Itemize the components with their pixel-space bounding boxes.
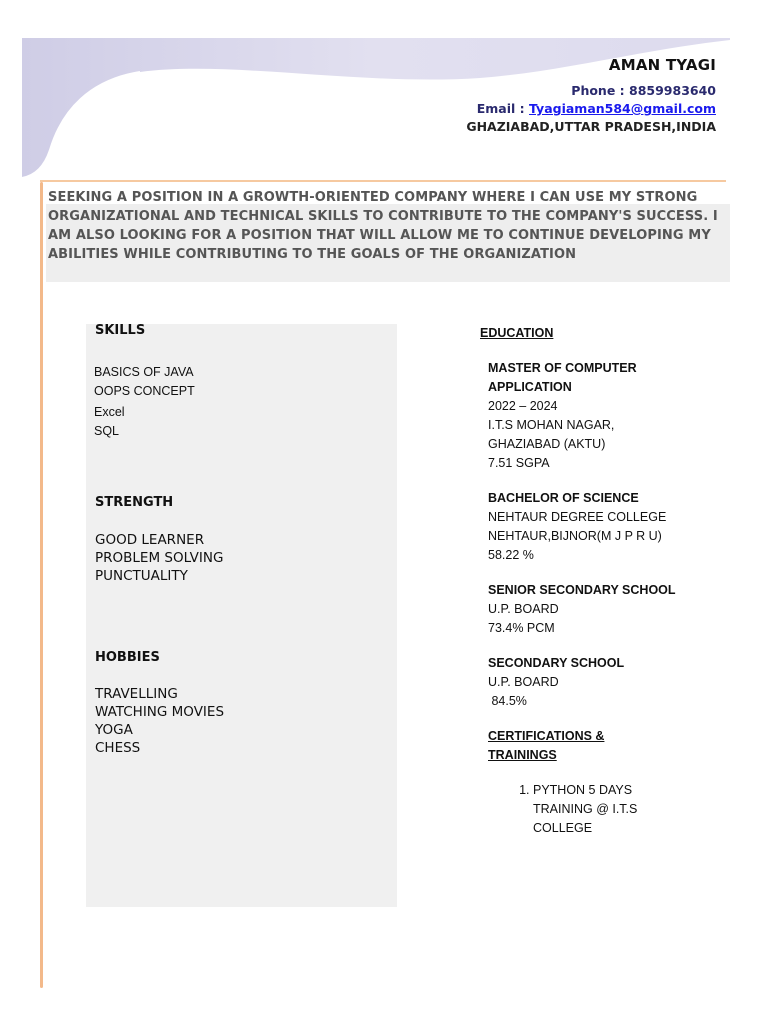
hobby-item: CHESS xyxy=(95,740,141,756)
candidate-name: AMAN TYAGI xyxy=(608,56,716,74)
score: 84.5% xyxy=(488,694,527,708)
institution: I.T.S MOHAN NAGAR, xyxy=(488,418,615,432)
certification-line: 1. PYTHON 5 DAYS xyxy=(533,783,633,797)
score: 58.22 % xyxy=(488,548,534,562)
education-senior-secondary xyxy=(488,581,728,638)
board: U.P. BOARD xyxy=(488,602,559,616)
education-bsc xyxy=(488,489,728,565)
certification-line: TRAINING @ I.T.S xyxy=(533,802,638,816)
degree-years: 2022 – 2024 xyxy=(488,399,558,413)
score: 73.4% PCM xyxy=(488,621,555,635)
hobbies-heading: HOBBIES xyxy=(95,650,160,665)
education-mca xyxy=(488,359,728,473)
board: U.P. BOARD xyxy=(488,675,559,689)
certification-line: COLLEGE xyxy=(533,821,593,835)
certifications-heading-cont: TRAININGS xyxy=(488,748,557,762)
hobby-item: YOGA xyxy=(95,722,133,738)
degree-title-cont: APPLICATION xyxy=(488,380,572,394)
skill-item: Excel xyxy=(94,405,125,419)
skill-item: OOPS CONCEPT xyxy=(94,384,195,398)
contact-block xyxy=(466,56,716,136)
degree-title: MASTER OF COMPUTER xyxy=(488,361,637,375)
education-secondary xyxy=(488,654,728,711)
email-label: Email : xyxy=(476,101,529,116)
accent-rule-left xyxy=(40,182,43,988)
address: GHAZIABAD,UTTAR PRADESH,INDIA xyxy=(466,119,716,134)
degree-title: BACHELOR OF SCIENCE xyxy=(488,491,639,505)
education-heading: EDUCATION xyxy=(480,326,554,340)
certifications-list xyxy=(488,781,728,838)
email-link[interactable]: Tyagiaman584@gmail.com xyxy=(529,101,716,116)
strength-item: PUNCTUALITY xyxy=(95,568,188,584)
accent-rule-top xyxy=(40,180,726,182)
certification-item xyxy=(533,781,728,838)
phone-number: 8859983640 xyxy=(629,83,716,98)
hobby-item: TRAVELLING xyxy=(95,686,178,702)
score: 7.51 SGPA xyxy=(488,456,550,470)
hobbies-list xyxy=(95,685,224,757)
email-line xyxy=(466,100,716,118)
phone-label: Phone : xyxy=(571,83,630,98)
certifications-section xyxy=(488,727,728,838)
objective-statement: SEEKING A POSITION IN A GROWTH-ORIENTED COMPANY WHERE I CAN USE MY STRONG ORGANIZATIONAL AND TECHNICAL SKILLS TO CONTRIBUTE TO THE COMPANY'S SUCCESS. I AM ALSO LOOKING FOR A POSITION THAT WILL ALLOW ME TO CONTINUE DEVELOPING MY ABILITIES WHILE CONTRIBUTING TO THE GOALS OF THE ORGANIZATION xyxy=(48,190,718,262)
education-column xyxy=(480,324,728,838)
strength-item: GOOD LEARNER xyxy=(95,532,205,548)
strength-heading: STRENGTH xyxy=(95,495,174,510)
institution-cont: NEHTAUR,BIJNOR(M J P R U) xyxy=(488,529,662,543)
skill-item: BASICS OF JAVA xyxy=(94,365,194,379)
institution: NEHTAUR DEGREE COLLEGE xyxy=(488,510,667,524)
strength-list xyxy=(95,531,223,585)
skills-list xyxy=(94,363,195,441)
degree-title: SECONDARY SCHOOL xyxy=(488,656,625,670)
hobby-item: WATCHING MOVIES xyxy=(95,704,225,720)
phone-line xyxy=(466,82,716,100)
certifications-heading: CERTIFICATIONS & xyxy=(488,729,605,743)
skill-item: SQL xyxy=(94,424,120,438)
institution-cont: GHAZIABAD (AKTU) xyxy=(488,437,606,451)
strength-item: PROBLEM SOLVING xyxy=(95,550,224,566)
skills-heading: SKILLS xyxy=(95,323,146,338)
degree-title: SENIOR SECONDARY SCHOOL xyxy=(488,583,676,597)
